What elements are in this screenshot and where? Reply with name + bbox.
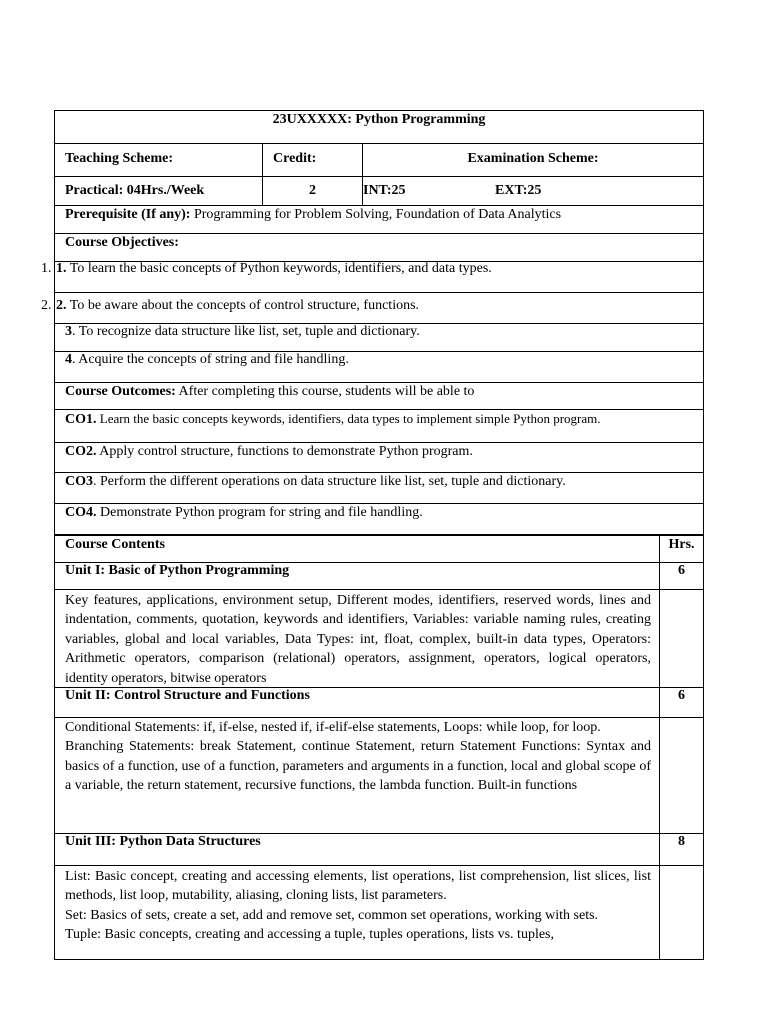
ext-marks: EXT:25	[495, 183, 542, 198]
prerequisite-text: Programming for Problem Solving, Foundation of Data Analytics	[190, 207, 562, 222]
scheme-values-row	[54, 177, 704, 206]
course-title: 23UXXXXX: Python Programming	[272, 112, 486, 127]
unit-body	[55, 718, 661, 796]
unit-hours-empty	[659, 590, 703, 687]
contents-heading-row	[54, 536, 704, 563]
outcome-row	[54, 504, 704, 536]
outcome-text: Demonstrate Python program for string and file handling.	[96, 505, 423, 520]
objectives-heading-row	[54, 234, 704, 262]
objective-row	[41, 261, 704, 293]
unit-paragraph: Tuple: Basic concepts, creating and accessing a tuple, tuples operations, lists vs. tuples,	[65, 927, 554, 943]
outcomes-label: Course Outcomes:	[65, 384, 176, 399]
outcome-row	[54, 473, 704, 504]
unit-title: Unit I: Basic of Python Programming	[65, 563, 290, 578]
unit-heading-row	[54, 563, 704, 590]
int-marks: INT:25	[363, 183, 406, 198]
teaching-scheme-label: Teaching Scheme:	[55, 144, 263, 176]
syllabus-document	[41, 110, 704, 960]
objective-number: 3	[65, 324, 72, 339]
contents-heading: Course Contents	[65, 537, 165, 552]
outcome-code: CO4.	[65, 505, 97, 520]
exam-values	[363, 177, 703, 205]
course-title-row	[54, 110, 704, 144]
unit-title: Unit II: Control Structure and Functions	[65, 688, 310, 703]
unit-hours: 8	[659, 834, 703, 865]
hours-header: Hrs.	[659, 536, 703, 562]
objective-row	[54, 352, 704, 383]
objective-outer-number: 2.	[41, 298, 52, 313]
unit-body-row	[54, 718, 704, 834]
exam-scheme-label: Examination Scheme:	[467, 151, 599, 166]
unit-body: Key features, applications, environment setup, Different modes, identifiers, reserved words, lines and indentation, comments, quotation, keywords and identifiers, Variables: variable naming rules, creating variables, global and local variables, Data Types: int, float, complex, built-in data types, Operators: Arithmetic operators, comparison (relational) operators, assignment, operators, logical operators, identity operators, bitwise operators	[65, 593, 651, 686]
outcome-code: CO2.	[65, 444, 97, 459]
objective-row	[54, 324, 704, 352]
unit-paragraph: List: Basic concept, creating and accessing elements, list operations, list comprehension, list slices, list methods, list loop, mutability, aliasing, cloning lists, list parameters.	[65, 869, 651, 904]
unit-hours-empty	[659, 866, 703, 959]
objective-text: To learn the basic concepts of Python keywords, identifiers, and data types.	[66, 261, 492, 276]
prerequisite-row	[54, 206, 704, 234]
practical-hours: Practical: 04Hrs./Week	[55, 177, 263, 205]
objective-number: 1.	[56, 261, 67, 276]
outcomes-heading-row	[54, 383, 704, 410]
unit-body-row	[54, 590, 704, 688]
objective-text: To be aware about the concepts of control structure, functions.	[66, 298, 420, 313]
outcome-code: CO1.	[65, 412, 97, 427]
objective-row	[41, 293, 704, 324]
outcome-text: Learn the basic concepts keywords, identifiers, data types to implement simple Python program.	[96, 411, 601, 426]
outcome-text: Apply control structure, functions to demonstrate Python program.	[96, 444, 473, 459]
unit-hours: 6	[659, 688, 703, 717]
unit-body	[55, 866, 661, 945]
scheme-header-row	[54, 144, 704, 177]
outcome-row	[54, 410, 704, 443]
objective-text: . Acquire the concepts of string and file handling.	[72, 352, 349, 367]
unit-paragraph: Set: Basics of sets, create a set, add and remove set, common set operations, working with sets.	[65, 907, 599, 923]
outcomes-intro: After completing this course, students will be able to	[175, 384, 475, 399]
objective-text: . To recognize data structure like list, set, tuple and dictionary.	[72, 324, 420, 339]
unit-hours: 6	[659, 563, 703, 589]
credit-label: Credit:	[263, 144, 363, 176]
unit-body-row	[54, 866, 704, 960]
objective-number: 2.	[56, 298, 67, 313]
unit-paragraph: Conditional Statements: if, if-else, nested if, if-elif-else statements, Loops: while loop, for loop.	[65, 720, 601, 735]
unit-heading-row	[54, 688, 704, 718]
unit-paragraph: Branching Statements: break Statement, continue Statement, return Statement Functions: Syntax and basics of a function, use of a function, parameters and arguments in a function, local and global scope of a variable, the return statement, recursive functions, the lambda function. Built-in functions	[65, 739, 651, 794]
objective-number: 4	[65, 352, 72, 367]
outcome-code: CO3	[65, 474, 93, 489]
objectives-heading: Course Objectives:	[65, 235, 179, 250]
unit-heading-row	[54, 834, 704, 866]
unit-title: Unit III: Python Data Structures	[65, 834, 261, 849]
unit-hours-empty	[659, 718, 703, 833]
outcome-text: . Perform the different operations on data structure like list, set, tuple and dictionary.	[93, 474, 566, 489]
credit-value: 2	[263, 177, 363, 205]
prerequisite-label: Prerequisite (If any):	[65, 207, 191, 222]
outcome-row	[54, 443, 704, 473]
objective-outer-number: 1.	[41, 261, 52, 276]
